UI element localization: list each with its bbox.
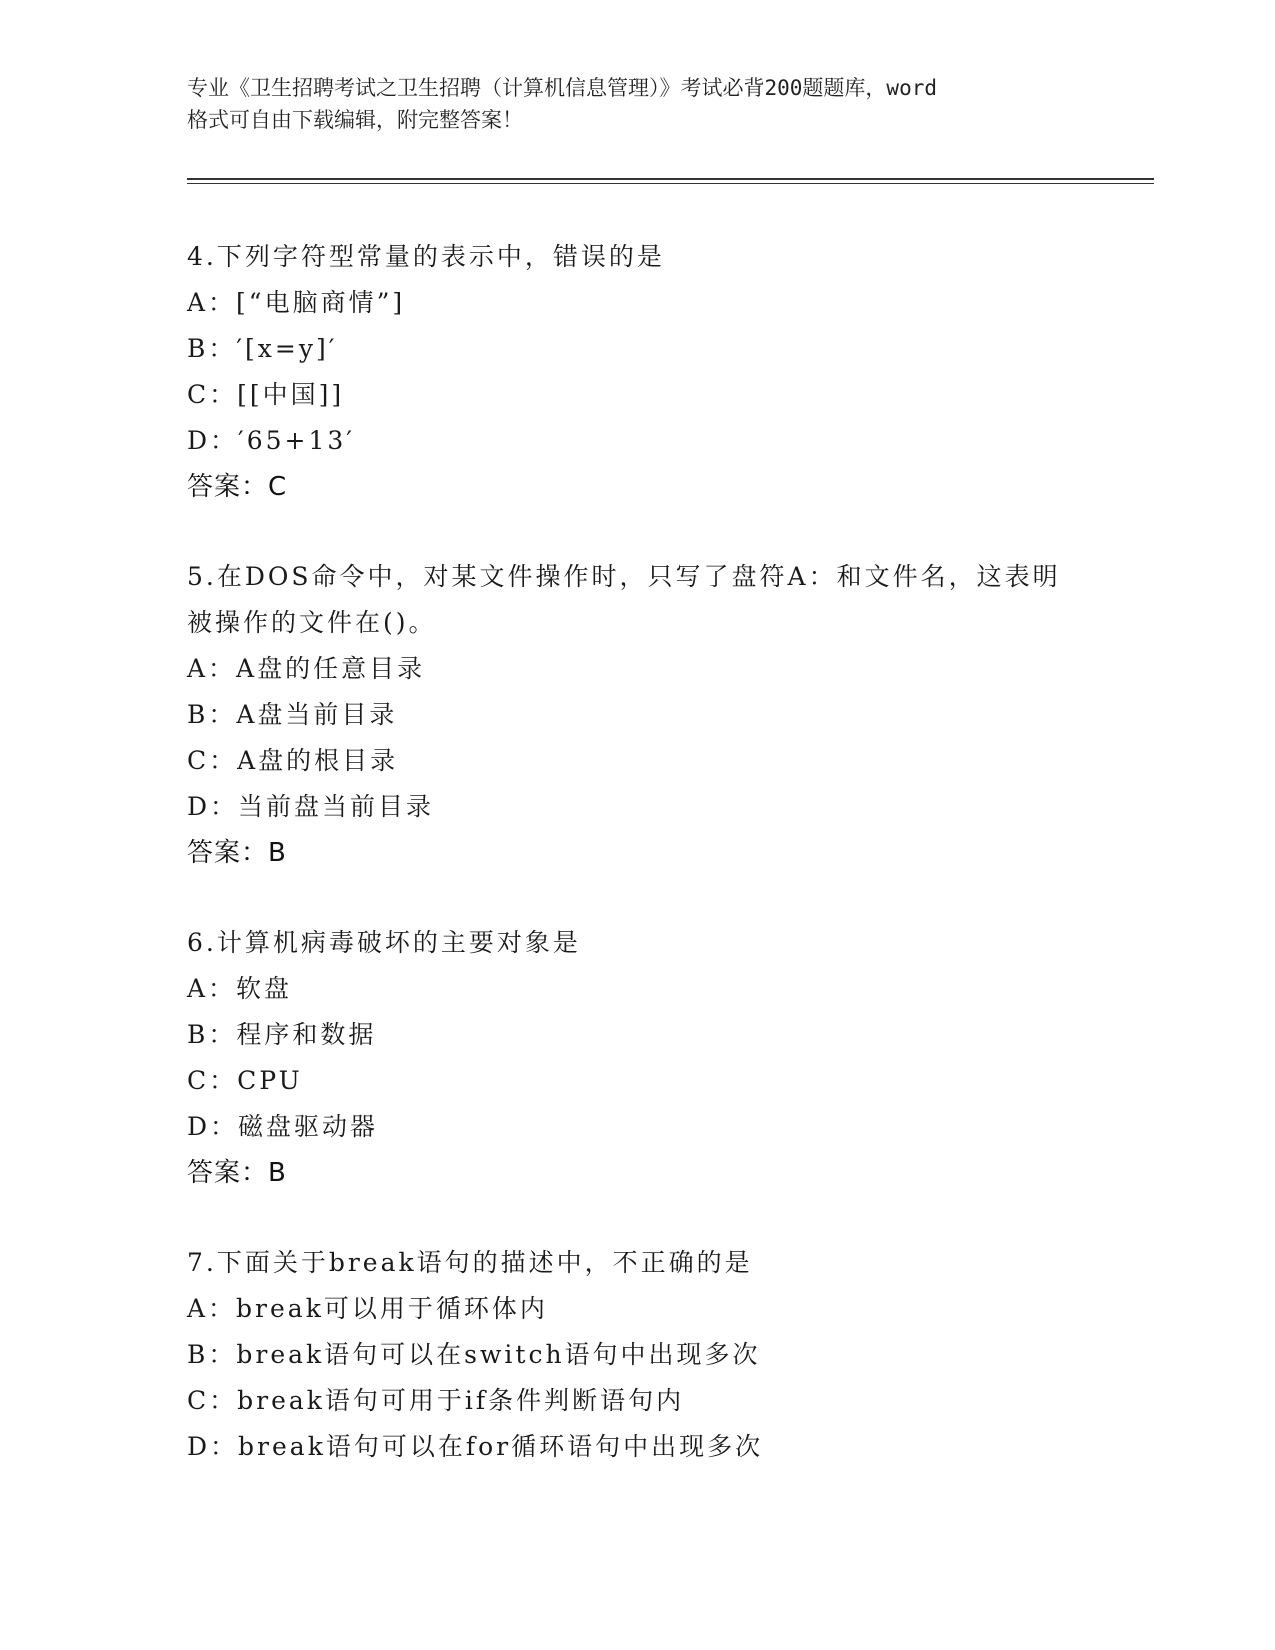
option-b: B：′[x=y]′ <box>187 334 338 363</box>
question-7 <box>187 1240 1107 1470</box>
option-a: A：软盘 <box>187 974 293 1003</box>
option-a: A：[“电脑商情”] <box>187 288 406 317</box>
header-line-2: 格式可自由下载编辑，附完整答案！ <box>187 108 523 132</box>
option-a: A：break可以用于循环体内 <box>187 1294 548 1323</box>
option-b: B：A盘当前目录 <box>187 700 398 729</box>
option-c: C：[[中国]] <box>187 380 345 409</box>
question-stem: 7.下面关于break语句的描述中，不正确的是 <box>187 1248 753 1277</box>
option-d: D：′65+13′ <box>187 426 355 455</box>
option-d: D：break语句可以在for循环语句中出现多次 <box>187 1432 764 1461</box>
question-stem: 5.在DOS命令中，对某文件操作时，只写了盘符A：和文件名，这表明 <box>187 562 1061 591</box>
question-4 <box>187 234 1107 510</box>
option-d: D：当前盘当前目录 <box>187 792 435 821</box>
option-b: B：break语句可以在switch语句中出现多次 <box>187 1340 761 1369</box>
question-list <box>187 234 1107 1514</box>
question-stem: 4.下列字符型常量的表示中，错误的是 <box>187 242 665 271</box>
answer-line: 答案：B <box>187 1158 287 1188</box>
question-5 <box>187 554 1107 876</box>
answer-line: 答案：B <box>187 838 287 868</box>
option-b: B：程序和数据 <box>187 1020 377 1049</box>
header-divider-thin <box>187 183 1154 184</box>
option-a: A：A盘的任意目录 <box>187 654 426 683</box>
header-divider-thick <box>187 178 1154 180</box>
option-d: D：磁盘驱动器 <box>187 1112 379 1141</box>
question-6 <box>187 920 1107 1196</box>
question-stem-continued: 被操作的文件在()。 <box>187 608 437 637</box>
document-header <box>187 72 1087 136</box>
answer-line: 答案：C <box>187 472 288 502</box>
question-stem: 6.计算机病毒破坏的主要对象是 <box>187 928 581 957</box>
option-c: C：A盘的根目录 <box>187 746 399 775</box>
header-line-1: 专业《卫生招聘考试之卫生招聘（计算机信息管理）》考试必背200题题库，word <box>187 76 937 100</box>
option-c: C：CPU <box>187 1066 303 1095</box>
option-c: C：break语句可用于if条件判断语句内 <box>187 1386 685 1415</box>
